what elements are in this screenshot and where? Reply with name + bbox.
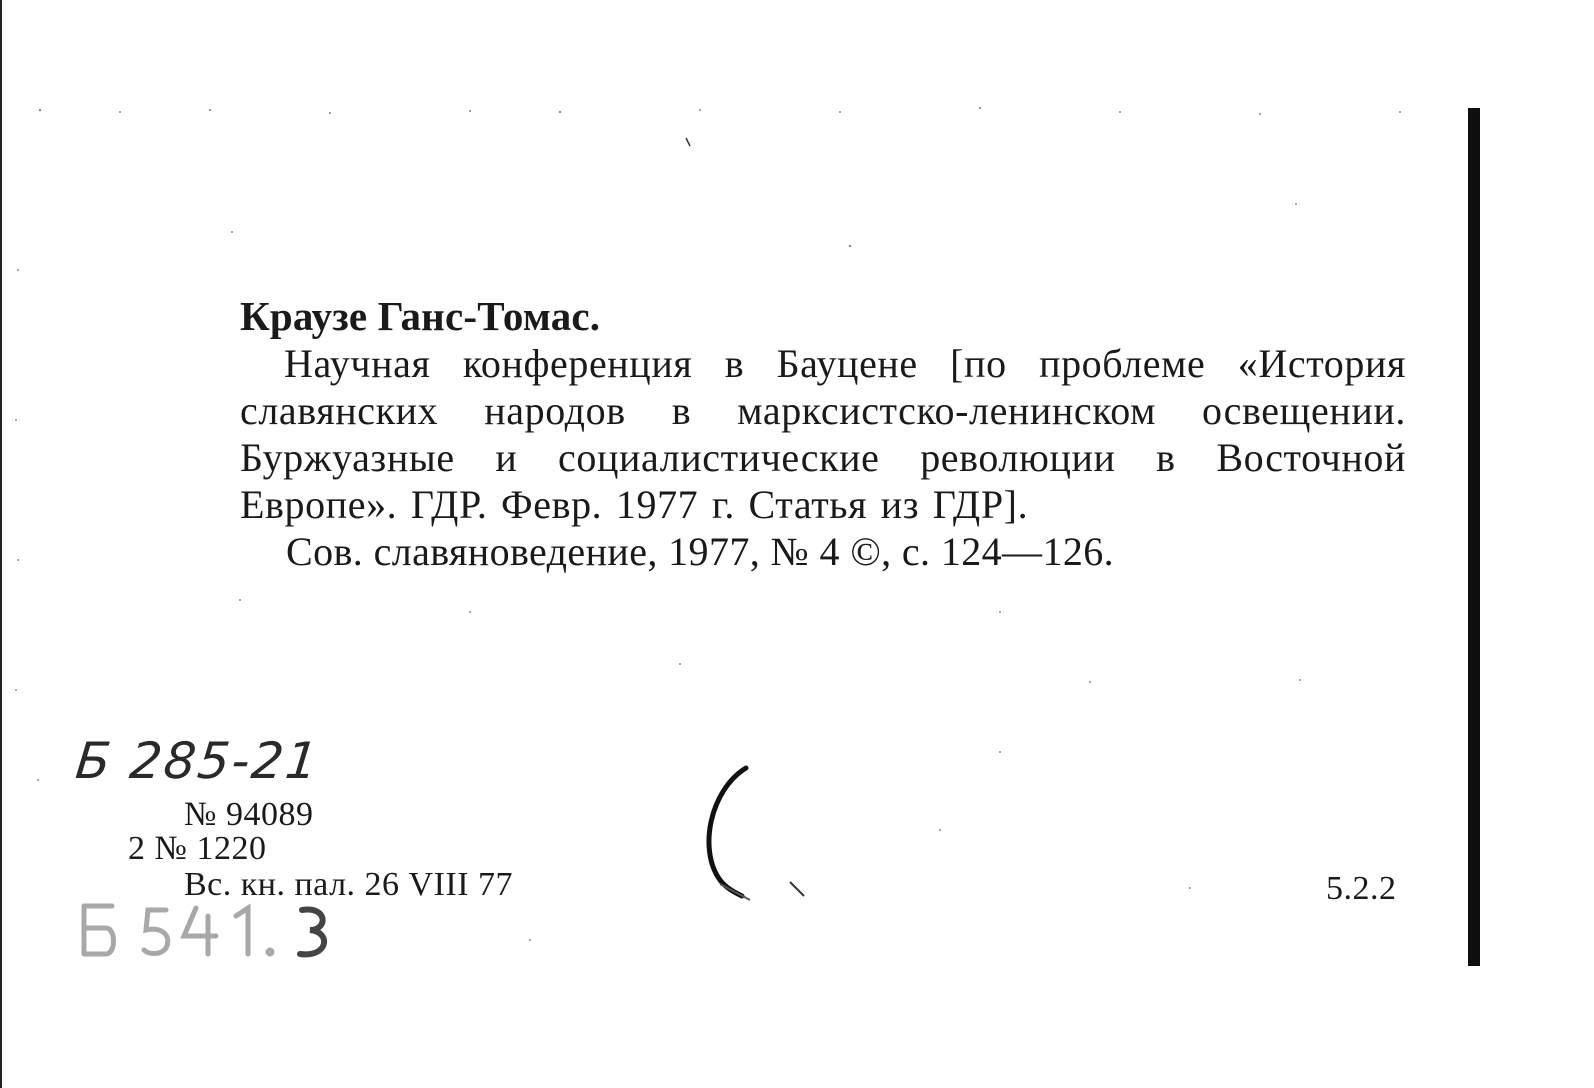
author-name: Краузе Ганс-Томас. [240,293,601,339]
classification-code: 5.2.2 [1326,870,1397,907]
handwritten-shelfmark: Б 285-21 [72,732,323,790]
bibliographic-entry [240,292,1406,575]
accession-number: № 94089 [184,796,314,833]
secondary-number: 2 № 1220 [128,830,267,867]
entry-description: Научная конференция в Бауцене [по проблеме «История славянских народов в марксистско-ленинском освещении. Буржуазные и социалистические революции в Восточной Европе». ГДР. Февр. 1977 г. Статья из ГДР]. [240,341,1406,527]
registration-line: Вс. кн. пал. 26 VIII 77 [184,866,514,903]
entry-source: Сов. славяноведение, 1977, № 4 ©, с. 124—126. [286,529,1115,574]
pencil-bracket-mark [690,760,820,910]
